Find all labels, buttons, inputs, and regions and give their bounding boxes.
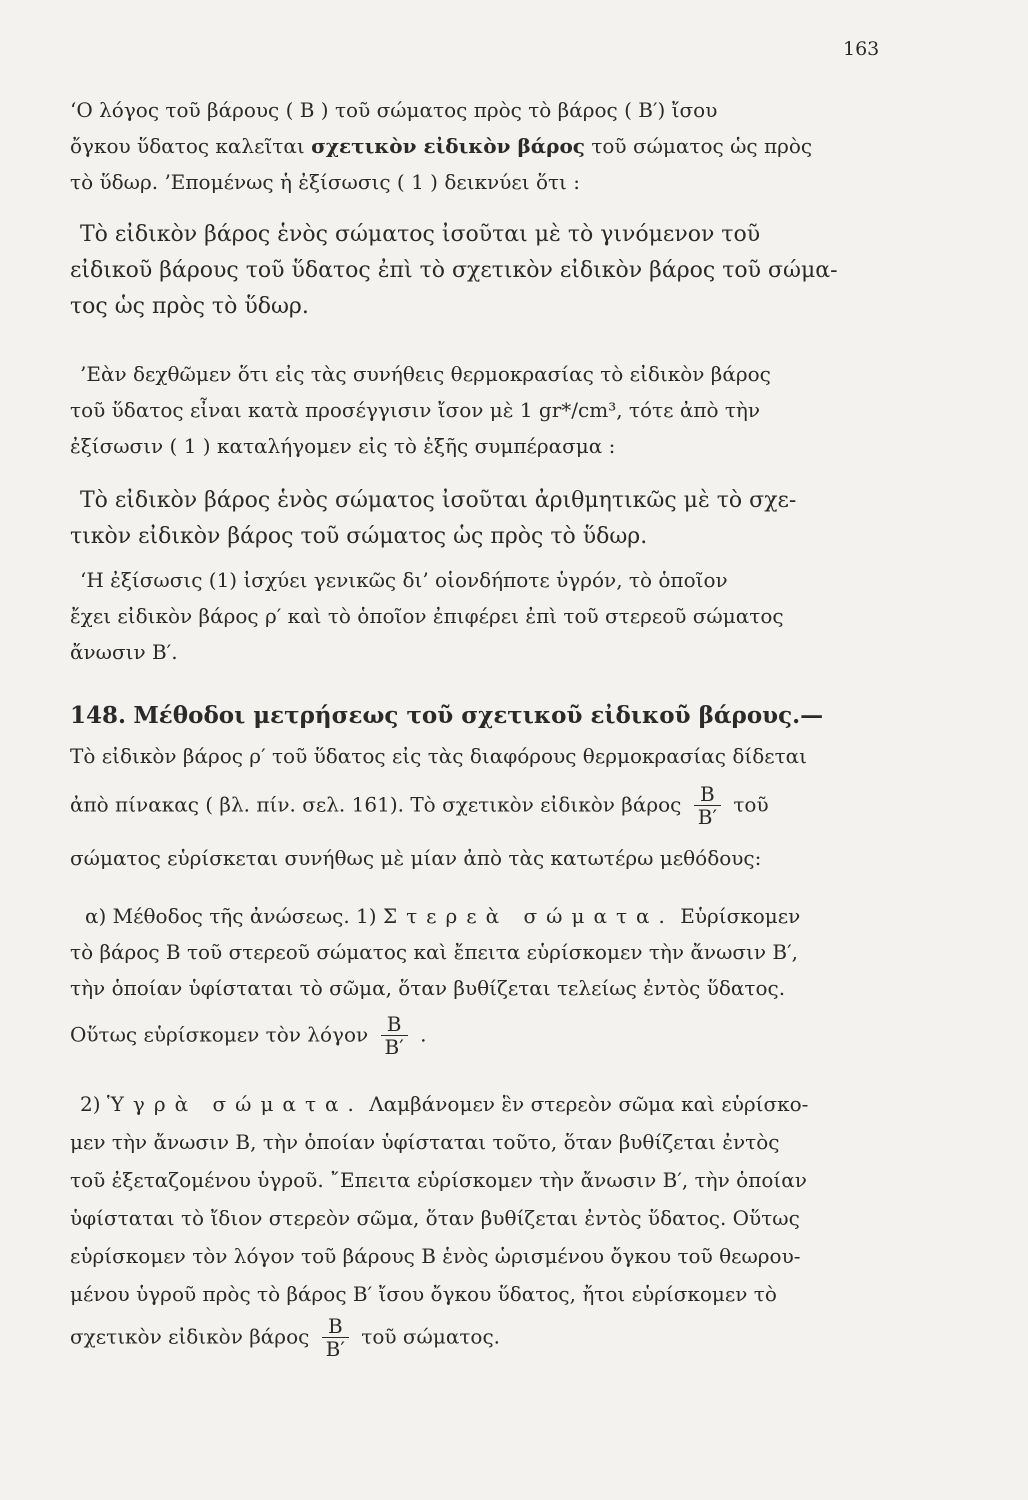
text-line — [85, 906, 800, 926]
text-line: Τὸ εἰδικὸν βάρος ἑνὸς σώματος ἰσοῦται μὲ τὸ γινόμενον τοῦ — [80, 222, 761, 247]
fraction-numerator: B — [700, 782, 715, 806]
text-line: ἔχει εἰδικὸν βάρος ρ′ καὶ τὸ ὁποῖον ἐπιφέρει ἐπὶ τοῦ στερεοῦ σώματος — [70, 604, 784, 628]
text-line: τὸ ὕδωρ. ’Επομένως ἡ ἐξίσωσις ( 1 ) δεικνύει ὅτι : — [70, 170, 580, 194]
fraction-numerator: B — [327, 1314, 343, 1338]
text-line: τὸ βάρος Β τοῦ στερεοῦ σώματος καὶ ἔπειτα εὑρίσκομεν τὴν ἄνωσιν Β′, — [70, 940, 798, 964]
text-line: τοῦ ὕδατος εἶναι κατὰ προσέγγισιν ἴσον μὲ 1 gr*/cm³, τότε ἀπὸ τὴν — [70, 398, 761, 422]
spaced-subheading: Στερεὰ σώματα. — [382, 904, 674, 928]
fraction-b-over-b-prime — [322, 1316, 349, 1360]
text-span: 2) — [80, 1092, 101, 1116]
section-title: Μέθοδοι μετρήσεως τοῦ σχετικοῦ εἰδικοῦ βάρους.— — [133, 702, 824, 729]
text-line: ‘Ο λόγος τοῦ βάρους ( Β ) τοῦ σώματος πρὸς τὸ βάρος ( Β′) ἴσου — [70, 98, 718, 122]
text-line: μεν τὴν ἄνωσιν Β, τὴν ὁποίαν ὑφίσταται τοῦτο, ὅταν βυθίζεται ἐντὸς — [70, 1130, 780, 1154]
text-span: Λαμβάνομεν ἓν στερεὸν σῶμα καὶ εὑρίσκο- — [369, 1092, 809, 1116]
text-line: εἰδικοῦ βάρους τοῦ ὕδατος ἐπὶ τὸ σχετικὸν εἰδικὸν βάρος τοῦ σώμα- — [70, 258, 838, 283]
text-line: Τὸ εἰδικὸν βάρος ρ′ τοῦ ὕδατος εἰς τὰς διαφόρους θερμοκρασίας δίδεται — [70, 744, 808, 768]
text-line: ’Εὰν δεχθῶμεν ὅτι εἰς τὰς συνήθεις θερμοκρασίας τὸ εἰδικὸν βάρος — [80, 362, 771, 386]
text-line: ἐξίσωσιν ( 1 ) καταλήγομεν εἰς τὸ ἑξῆς συμπέρασμα : — [70, 434, 616, 458]
text-line: τικὸν εἰδικὸν βάρος τοῦ σώματος ὡς πρὸς τὸ ὕδωρ. — [70, 524, 648, 549]
text-span: . — [420, 1022, 427, 1047]
text-line: εὑρίσκομεν τὸν λόγον τοῦ βάρους Β ἑνὸς ὡρισμένου ὄγκου τοῦ θεωρου- — [70, 1244, 801, 1268]
text-span: α) Μέθοδος τῆς ἀνώσεως. 1) — [85, 904, 377, 928]
text-span: Εὑρίσκομεν — [680, 904, 801, 928]
text-span: τοῦ — [733, 792, 769, 817]
fraction-b-over-b-prime — [381, 1014, 408, 1058]
fraction-b-over-b-prime — [694, 784, 721, 828]
text-line: ὑφίσταται τὸ ἴδιον στερεὸν σῶμα, ὅταν βυθίζεται ἐντὸς ὕδατος. Οὕτως — [70, 1206, 800, 1230]
text-span: ὄγκου ὕδατος καλεῖται — [70, 134, 305, 158]
text-span: τοῦ σώματος. — [361, 1324, 501, 1349]
page-number: 163 — [843, 38, 880, 60]
text-line — [70, 784, 769, 828]
fraction-denominator: B′ — [694, 805, 721, 828]
text-line: μένου ὑγροῦ πρὸς τὸ βάρος Β′ ἴσου ὄγκου ὕδατος, ἤτοι εὑρίσκομεν τὸ — [70, 1282, 777, 1306]
text-line — [70, 1014, 427, 1058]
text-line: ἄνωσιν Β′. — [70, 640, 178, 664]
text-line — [70, 136, 812, 156]
section-number: 148. — [70, 702, 127, 729]
text-line: τὴν ὁποίαν ὑφίσταται τὸ σῶμα, ὅταν βυθίζεται τελείως ἐντὸς ὕδατος. — [70, 976, 786, 1000]
text-line: ‘Η ἐξίσωσις (1) ἰσχύει γενικῶς δι’ οἱονδήποτε ὑγρόν, τὸ ὁποῖον — [80, 568, 728, 592]
text-line: Τὸ εἰδικὸν βάρος ἑνὸς σώματος ἰσοῦται ἀριθμητικῶς μὲ τὸ σχε- — [80, 488, 797, 513]
fraction-numerator: B — [386, 1012, 402, 1036]
fraction-denominator: B′ — [322, 1337, 349, 1360]
text-line — [70, 1316, 500, 1360]
text-line — [80, 1094, 808, 1114]
text-span: ἀπὸ πίνακας ( βλ. πίν. σελ. 161). Τὸ σχετικὸν εἰδικὸν βάρος — [70, 792, 682, 817]
text-span: τοῦ σώματος ὡς πρὸς — [591, 134, 813, 158]
emphasis-term: σχετικὸν εἰδικὸν βάρος — [311, 134, 585, 158]
fraction-denominator: B′ — [381, 1035, 408, 1058]
section-heading — [70, 702, 823, 729]
text-line: τοῦ ἐξεταζομένου ὑγροῦ. ῎Επειτα εὑρίσκομεν τὴν ἄνωσιν Β′, τὴν ὁποίαν — [70, 1168, 807, 1192]
text-span: Οὕτως εὑρίσκομεν τὸν λόγον — [70, 1022, 369, 1047]
text-line: σώματος εὑρίσκεται συνήθως μὲ μίαν ἀπὸ τὰς κατωτέρω μεθόδους: — [70, 846, 762, 870]
text-span: σχετικὸν εἰδικὸν βάρος — [70, 1324, 310, 1349]
spaced-subheading: Ὑγρὰ σώματα. — [106, 1092, 363, 1116]
text-line: τος ὡς πρὸς τὸ ὕδωρ. — [70, 294, 309, 319]
